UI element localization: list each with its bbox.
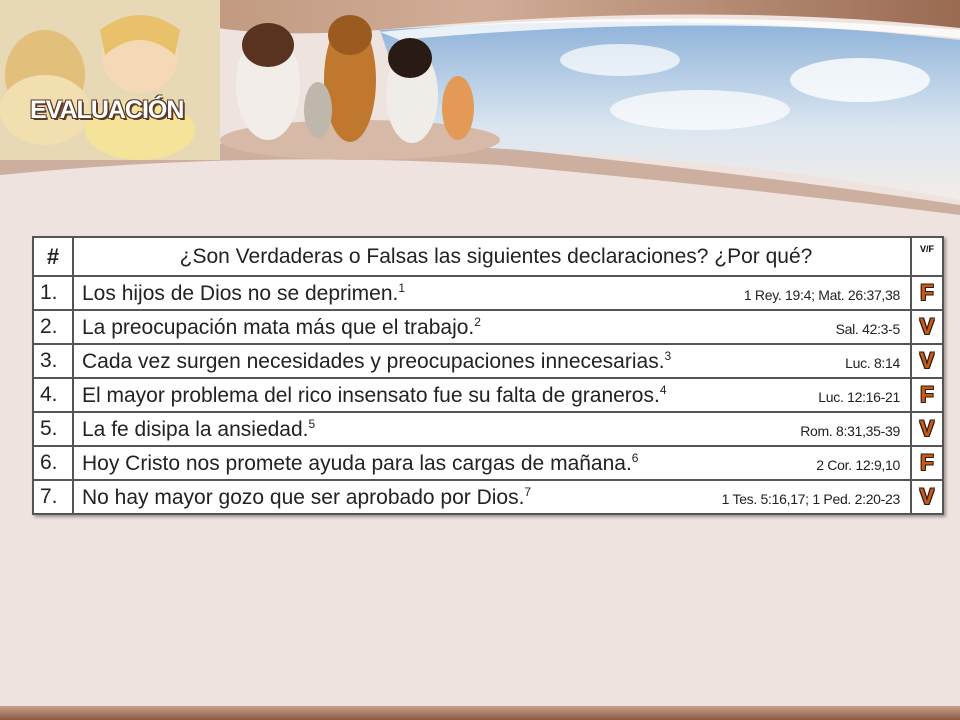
table-row <box>33 276 943 310</box>
row-number: 5. <box>33 412 73 446</box>
answer-mark: F <box>920 450 934 475</box>
table-row <box>33 310 943 344</box>
answer-mark: V <box>919 416 935 441</box>
answer-mark: F <box>920 280 934 305</box>
header-question: ¿Son Verdaderas o Falsas las siguientes declaraciones? ¿Por qué? <box>73 237 911 276</box>
bottom-band <box>0 706 960 720</box>
statement-text: El mayor problema del rico insensato fue su falta de graneros. <box>82 383 660 407</box>
statement-text: No hay mayor gozo que ser aprobado por Dios. <box>82 485 525 509</box>
bible-reference: 2 Cor. 12:9,10 <box>816 456 900 473</box>
answer-mark: V <box>919 314 935 339</box>
statement-text: La fe disipa la ansiedad. <box>82 417 309 441</box>
row-number: 3. <box>33 344 73 378</box>
header-number: # <box>33 237 73 276</box>
bible-reference: Luc. 12:16-21 <box>818 388 900 405</box>
answer-mark: F <box>920 382 934 407</box>
row-number: 6. <box>33 446 73 480</box>
bible-reference: Rom. 8:31,35-39 <box>800 422 900 439</box>
table-header-row <box>33 237 943 276</box>
row-number: 1. <box>33 276 73 310</box>
footnote-marker: 1 <box>398 280 406 295</box>
footnote-marker: 4 <box>659 382 667 397</box>
table-row <box>33 344 943 378</box>
table-row <box>33 480 943 514</box>
footnote-marker: 2 <box>474 314 481 329</box>
table-row <box>33 378 943 412</box>
footnote-marker: 7 <box>524 484 532 499</box>
row-number: 7. <box>33 480 73 514</box>
bible-reference: 1 Tes. 5:16,17; 1 Ped. 2:20-23 <box>721 490 900 507</box>
row-number: 4. <box>33 378 73 412</box>
statement-text: Hoy Cristo nos promete ayuda para las cargas de mañana. <box>82 451 632 475</box>
header-vf: V/F <box>911 237 943 276</box>
bible-reference: Luc. 8:14 <box>845 354 900 371</box>
bible-reference: Sal. 42:3-5 <box>835 320 900 337</box>
footnote-marker: 6 <box>631 450 639 465</box>
statement-text: Cada vez surgen necesidades y preocupaciones innecesarias. <box>82 349 665 373</box>
dog-and-girl-photo <box>0 0 220 160</box>
row-number: 2. <box>33 310 73 344</box>
footnote-marker: 5 <box>308 416 316 431</box>
answer-mark: V <box>919 484 935 509</box>
evaluation-table <box>32 236 944 515</box>
footnote-marker: 3 <box>664 348 672 363</box>
table-row <box>33 446 943 480</box>
table-row <box>33 412 943 446</box>
answer-mark: V <box>919 348 935 373</box>
statement-text: La preocupación mata más que el trabajo. <box>82 315 475 339</box>
statement-text: Los hijos de Dios no se deprimen. <box>82 281 399 305</box>
bible-reference: 1 Rey. 19:4; Mat. 26:37,38 <box>743 286 900 303</box>
slide-title: EVALUACIÓN <box>30 96 184 124</box>
